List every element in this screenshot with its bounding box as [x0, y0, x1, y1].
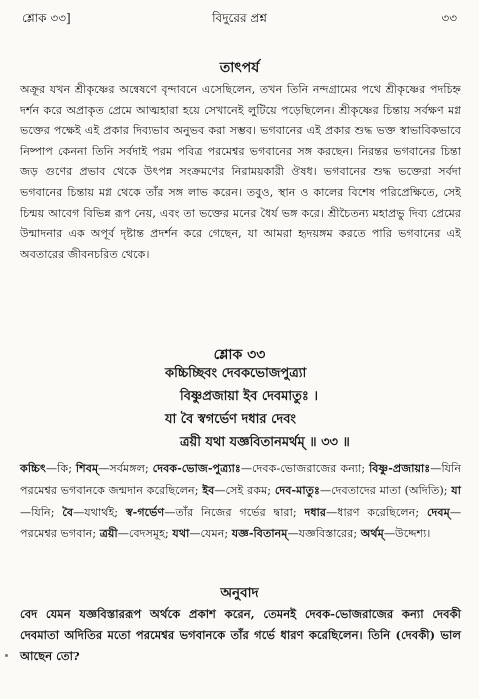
purport-paragraph: অক্রূর যখন শ্রীকৃষ্ণের অন্বেষণে বৃন্দাবনে এসেছিলেন, তখন তিনি নন্দগ্রামের পথে শ্রীকৃষ্ণের পদচিহ্ন দর্শন করে অপ্রাকৃত প্রেমে আত্মহারা হয়ে সেখানেই লুটিয়ে পড়েছিলেন। শ্রীকৃষ্ণের চিন্তায় সর্বক্ষণ মগ্ন ভক্তের পক্ষেই এই প্রকার দিব্যভাব অনুভব করা সম্ভব। ভগবানের এই প্রকার শুদ্ধ ভক্ত স্বাভাবিকভাবে নিষ্পাপ কেননা তিনি সর্বদাই পরম পবিত্র পরমেশ্বর ভগবানের সঙ্গ করছেন। নিরন্তর ভগবানের চিন্তা জড় গুণের প্রভাব থেকে উৎপন্ন সংক্রমণের নিরাময়কারী ঔষধ। ভগবানের শুদ্ধ ভক্তেরা সর্বদা ভগবানের চিন্তায় মগ্ন থেকে তাঁর সঙ্গ লাভ করেন। তবুও, স্থান ও কালের বিশেষ পরিপ্রেক্ষিতে, সেই চিন্ময় আবেগ বিভিন্ন রূপ নেয়, এবং তা ভক্তের মনের ধৈর্য ভঙ্গ করে। শ্রীচৈতন্য মহাপ্রভু দিব্য প্রেমের উন্মাদনার এক অপূর্ব দৃষ্টান্ত প্রদর্শন করে গেছেন, যা আমরা হৃদয়ঙ্গম করতে পারি ভগবানের এই অবতারের জীবনচরিত থেকে।	[20, 83, 461, 261]
print-speck	[5, 654, 8, 657]
word-meaning: যেমন;	[200, 527, 229, 541]
verse-line-4: ত্রয়ী যথা যজ্ঞবিতানমর্থম্ ॥ ৩৩ ॥	[180, 435, 350, 450]
word-term: যজ্ঞ-বিতানম্	[231, 526, 288, 541]
word-meaning: দেবক-ভোজরাজের কন্যা;	[252, 462, 366, 475]
word-meanings: কচ্চিৎ—কি; শিবম্—সর্বমঙ্গল; দেবক-ভোজ-পুত্র্যাঃ—দেবক-ভোজরাজের কন্যা; বিষ্ণু-প্রজায়াঃ—যিনি পরমেশ্বর ভগবানকে জন্মদান করেছিলেন; ইব—সেই রকম; দেব-মাতুঃ—দেবতাদের মাতা (অদিতি); যা—যিনি; বৈ—যথার্থই; স্ব-গর্ভেণ—তাঁর নিজের গর্ভের দ্বারা; দধার—ধারণ করেছিলেন; দেবম্—পরমেশ্বর ভগবান; ত্রয়ী—বেদসমূহ; যথা—যেমন; যজ্ঞ-বিতানম্—যজ্ঞবিস্তারের; অর্থম্—উদ্দেশ্য।	[20, 461, 462, 541]
word-meaning: কি;	[57, 462, 72, 475]
word-term: বৈ	[62, 504, 74, 519]
translation-paragraph: বেদ যেমন যজ্ঞবিস্তাররূপ অর্থকে প্রকাশ করেন, তেমনই দেবক-ভোজরাজের কন্যা দেবকী দেবমাতা অদিতির মতো পরমেশ্বর ভগবানকে তাঁর গর্ভে ধারণ করেছিলেন। তিনি (দেবকী) ভাল আছেন তো?	[20, 607, 461, 663]
verse-line-1: কচ্চিচ্ছিবং দেবকভোজপুত্র্যা	[165, 366, 307, 381]
word-term: ইব	[202, 482, 215, 497]
word-meaning: বেদসমূহ;	[128, 527, 169, 541]
word-term: ত্রয়ী	[99, 526, 118, 541]
header-verse-ref: শ্লোক ৩৩]	[22, 11, 71, 25]
word-term: শিবম্	[75, 461, 99, 475]
page-header	[22, 8, 457, 32]
word-term: দধার	[304, 504, 326, 519]
word-meaning: তাঁর নিজের গর্ভের দ্বারা;	[175, 505, 297, 519]
word-meaning: যজ্ঞবিস্তারের;	[298, 527, 358, 541]
verse-heading: শ্লোক ৩৩	[213, 347, 266, 363]
word-meaning: দেবতাদের মাতা (অদিতি);	[331, 483, 448, 497]
word-term: স্ব-গর্ভেণ	[125, 504, 165, 519]
word-term: যথা	[172, 526, 190, 541]
word-meaning: যিনি পরমেশ্বর ভগবানকে জন্মদান করেছিলেন;	[20, 462, 461, 497]
word-term: দেবক-ভোজ-পুত্র্যাঃ	[152, 461, 241, 475]
word-meaning: যিনি;	[31, 505, 55, 519]
header-chapter-title: বিদুরের প্রশ্ন	[212, 11, 267, 25]
verse-line-3: যা বৈ স্বগর্ভেণ দধার দেবং	[165, 412, 297, 427]
word-meaning: ধারণ করেছিলেন;	[337, 505, 420, 519]
translation-heading: অনুবাদ	[220, 585, 259, 601]
word-term: যা	[451, 482, 461, 497]
word-meaning: সেই রকম;	[225, 483, 272, 497]
header-page-number: ৩৩	[441, 11, 457, 25]
word-meaning: যথার্থই;	[84, 505, 119, 519]
word-meaning: সর্বমঙ্গল;	[109, 462, 149, 475]
word-meaning: পরমেশ্বর ভগবান;	[20, 527, 97, 541]
purport-heading: তাৎপর্য	[219, 60, 260, 76]
word-term: কচ্চিৎ	[20, 461, 46, 475]
word-term: দেবম্	[426, 504, 450, 519]
word-term: দেব-মাতুঃ	[274, 482, 320, 497]
word-meaning: উদ্দেশ্য।	[395, 527, 431, 541]
word-term: অর্থম্	[360, 526, 384, 541]
word-term: বিষ্ণু-প্রজায়াঃ	[369, 461, 431, 475]
verse-line-2: বিষ্ণুপ্রজায়া ইব দেবমাতুঃ ।	[180, 389, 319, 404]
